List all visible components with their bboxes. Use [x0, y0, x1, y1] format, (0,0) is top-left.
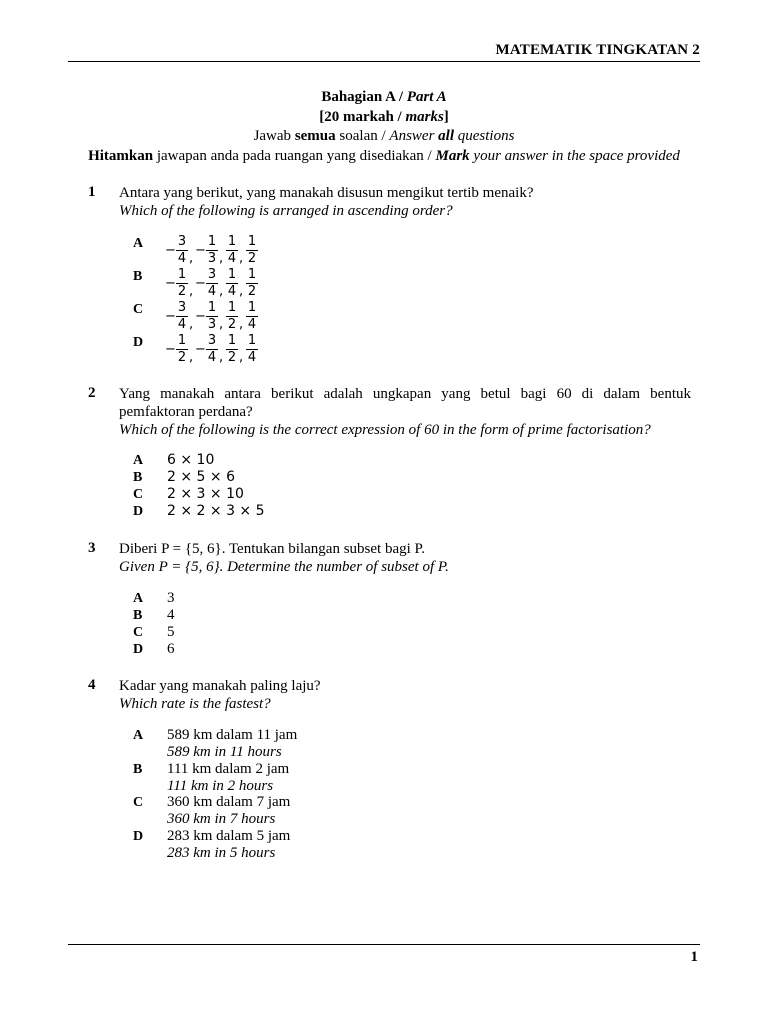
fraction-denominator: 4 [177, 251, 187, 266]
fraction-numerator: 3 [177, 234, 187, 249]
fraction-denominator: 2 [247, 251, 257, 266]
fraction [205, 267, 219, 299]
fraction-numerator: 1 [227, 300, 237, 315]
fraction [225, 267, 239, 299]
option-letter: A [133, 591, 144, 606]
fraction [245, 234, 259, 266]
comma-separator: , [239, 317, 244, 332]
option-letter: A [133, 728, 144, 743]
minus-sign: − [165, 309, 176, 324]
minus-sign: − [165, 342, 176, 357]
option-letter: D [133, 829, 144, 844]
question-number: 3 [88, 540, 96, 556]
comma-separator: , [239, 284, 244, 299]
fraction [205, 234, 219, 266]
fraction-denominator: 2 [247, 284, 257, 299]
header-title: MATEMATIK TINGKATAN 2 [495, 42, 700, 58]
fraction-numerator: 1 [207, 300, 217, 315]
fraction-numerator: 1 [177, 333, 187, 348]
comma-separator: , [219, 317, 224, 332]
comma-separator: , [219, 350, 224, 365]
fraction-numerator: 1 [247, 267, 257, 282]
fraction [225, 234, 239, 266]
option-letter: B [133, 269, 143, 284]
fraction-denominator: 4 [177, 317, 187, 332]
fraction-numerator: 1 [247, 234, 257, 249]
comma-separator: , [219, 284, 224, 299]
option-value: 4 [167, 607, 175, 623]
question-number: 4 [88, 677, 96, 693]
option-value: 2 × 3 × 10 [167, 486, 244, 502]
fraction [175, 300, 189, 332]
question-text: Yang manakah antara berikut adalah ungkapan yang betul bagi 60 di dalam bentuk pemfaktoran perdana? Which of the following is the correct expression of 60 in the form of prime factorisation? [119, 386, 691, 438]
minus-sign: − [195, 276, 206, 291]
fraction [245, 333, 259, 365]
option-letter: B [133, 470, 143, 485]
fraction [205, 333, 219, 365]
fraction-numerator: 1 [207, 234, 217, 249]
fraction-denominator: 3 [207, 317, 217, 332]
fraction-numerator: 1 [227, 333, 237, 348]
section-title: Bahagian A / Part A [321, 89, 447, 105]
option-value: 6 [167, 641, 175, 657]
minus-sign: − [195, 309, 206, 324]
comma-separator: , [219, 251, 224, 266]
section-marks: [20 markah / marks] [319, 109, 449, 125]
fraction-denominator: 2 [177, 284, 187, 299]
fraction-denominator: 4 [247, 317, 257, 332]
page-number: 1 [690, 949, 698, 965]
comma-separator: , [189, 317, 194, 332]
question-number: 1 [88, 184, 96, 200]
option-letter: A [133, 453, 144, 468]
fraction-denominator: 2 [177, 350, 187, 365]
fraction [225, 300, 239, 332]
fraction-numerator: 1 [227, 234, 237, 249]
fraction [175, 333, 189, 365]
fraction [225, 333, 239, 365]
question-text: Diberi P = {5, 6}. Tentukan bilangan subset bagi P. Given P = {5, 6}. Determine the number of subset of P. [119, 541, 449, 575]
option-value: 283 km dalam 5 jam 283 km in 5 hours [167, 828, 291, 861]
fraction-numerator: 1 [227, 267, 237, 282]
fraction [245, 267, 259, 299]
fraction [205, 300, 219, 332]
question-text: Antara yang berikut, yang manakah disusun mengikut tertib menaik? Which of the following is arranged in ascending order? [119, 185, 534, 219]
option-value: 360 km dalam 7 jam 360 km in 7 hours [167, 794, 291, 827]
comma-separator: , [239, 251, 244, 266]
comma-separator: , [239, 350, 244, 365]
comma-separator: , [189, 350, 194, 365]
instruction-answer-all: Jawab semua soalan / Answer all questions [253, 128, 515, 144]
fraction-denominator: 4 [247, 350, 257, 365]
option-letter: C [133, 487, 144, 502]
fraction-numerator: 3 [177, 300, 187, 315]
minus-sign: − [195, 243, 206, 258]
option-letter: A [133, 236, 144, 251]
option-value: 589 km dalam 11 jam 589 km in 11 hours [167, 727, 298, 760]
fraction-numerator: 3 [207, 267, 217, 282]
fraction-denominator: 4 [207, 350, 217, 365]
option-letter: D [133, 504, 144, 519]
footer-rule [68, 944, 700, 945]
fraction [175, 267, 189, 299]
fraction-denominator: 4 [227, 284, 237, 299]
option-letter: D [133, 642, 144, 657]
option-letter: C [133, 795, 144, 810]
option-value: 6 × 10 [167, 452, 215, 468]
question-text: Kadar yang manakah paling laju? Which rate is the fastest? [119, 678, 321, 712]
fraction-denominator: 3 [207, 251, 217, 266]
header-rule [68, 61, 700, 62]
fraction [175, 234, 189, 266]
minus-sign: − [165, 243, 176, 258]
minus-sign: − [195, 342, 206, 357]
fraction-denominator: 2 [227, 317, 237, 332]
fraction-denominator: 2 [227, 350, 237, 365]
fraction-denominator: 4 [227, 251, 237, 266]
fraction-numerator: 3 [207, 333, 217, 348]
question-number: 2 [88, 385, 96, 401]
fraction-denominator: 4 [207, 284, 217, 299]
option-letter: B [133, 608, 143, 623]
option-letter: D [133, 335, 144, 350]
fraction-numerator: 1 [247, 333, 257, 348]
option-letter: B [133, 762, 143, 777]
comma-separator: , [189, 251, 194, 266]
option-letter: C [133, 302, 144, 317]
option-letter: C [133, 625, 144, 640]
fraction-numerator: 1 [177, 267, 187, 282]
comma-separator: , [189, 284, 194, 299]
fraction [245, 300, 259, 332]
option-value: 3 [167, 590, 175, 606]
option-value: 2 × 5 × 6 [167, 469, 235, 485]
fraction-numerator: 1 [247, 300, 257, 315]
option-value: 2 × 2 × 3 × 5 [167, 503, 265, 519]
option-value: 5 [167, 624, 175, 640]
option-value: 111 km dalam 2 jam 111 km in 2 hours [167, 761, 290, 794]
instruction-mark-answer: Hitamkan jawapan anda pada ruangan yang disediakan / Mark your answer in the space provided [88, 148, 680, 164]
minus-sign: − [165, 276, 176, 291]
